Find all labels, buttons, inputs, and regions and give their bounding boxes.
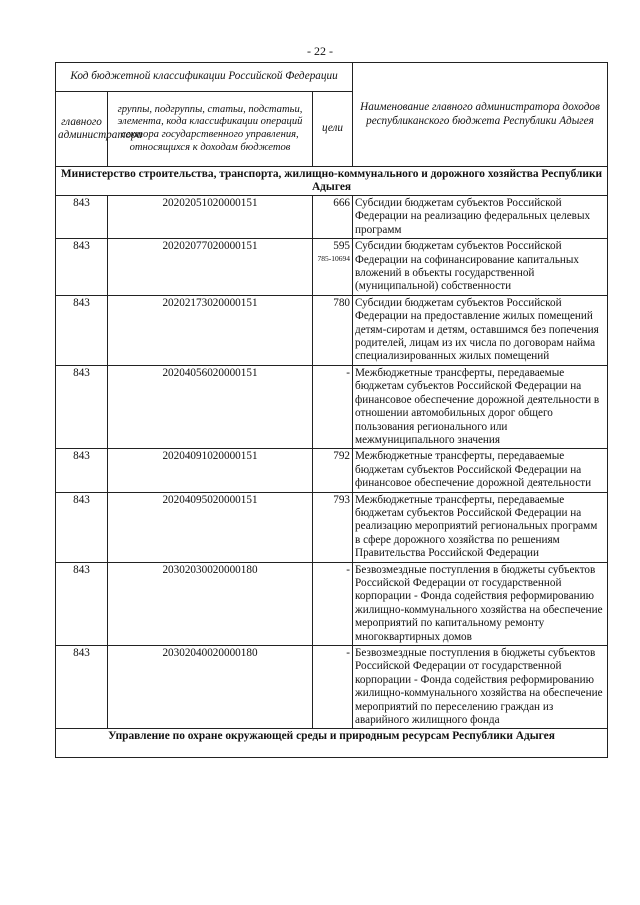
name-header: Наименование главного администратора доходов республиканского бюджета Республики Адыгея: [353, 63, 608, 167]
goal-extra-code: 785-10694: [317, 253, 350, 263]
admin-code: 843: [56, 295, 108, 365]
groups-header: группы, подгруппы, статьи, подстатьи, элемента, кода классификации операций сектора государственного управления, относящихся к доходам бюджетов: [108, 92, 313, 167]
revenue-name: Межбюджетные трансферты, передаваемые бюджетам субъектов Российской Федерации на финансовое обеспечение дорожной деятельности в отношении автомобильных дорог общего пользования регионального или межмуниципального значения: [353, 365, 608, 448]
admin-header: главного администратора: [56, 92, 108, 167]
classification-code: 20202077020000151: [108, 239, 313, 296]
goal-header: цели: [313, 92, 353, 167]
admin-code: 843: [56, 449, 108, 492]
table-row: [56, 295, 608, 365]
goal-code: 666: [333, 197, 350, 209]
goal-cell: [313, 196, 353, 239]
section-title: Министерство строительства, транспорта, жилищно-коммунального и дорожного хозяйства Республики Адыгея: [56, 167, 608, 196]
goal-code: -: [346, 647, 350, 659]
table-row: [56, 562, 608, 645]
goal-code: 595: [333, 240, 350, 253]
goal-code: 793: [333, 493, 350, 506]
goal-cell: [313, 365, 353, 448]
table-row: [56, 196, 608, 239]
goal-code: 792: [333, 450, 350, 463]
revenue-admin-table: [55, 62, 608, 758]
admin-code: 843: [56, 365, 108, 448]
section-title-row: [56, 167, 608, 196]
revenue-name: Субсидии бюджетам субъектов Российской Федерации на предоставление жилых помещений детям-сиротам и детям, оставшимся без попечения родителей, лицам из их числа по договорам найма специализированных жилых помещений: [353, 295, 608, 365]
goal-code: 780: [333, 296, 350, 309]
goal-cell: [313, 492, 353, 562]
section-title: Управление по охране окружающей среды и природным ресурсам Республики Адыгея: [56, 729, 608, 758]
goal-cell: [313, 562, 353, 645]
page-number: - 22 -: [307, 44, 333, 58]
revenue-name: Межбюджетные трансферты, передаваемые бюджетам субъектов Российской Федерации на финансовое обеспечение дорожной деятельности: [353, 449, 608, 492]
goal-cell: [313, 449, 353, 492]
section-title-row: [56, 729, 608, 758]
revenue-name: Субсидии бюджетам субъектов Российской Федерации на реализацию федеральных целевых программ: [353, 196, 608, 239]
revenue-name: Безвозмездные поступления в бюджеты субъектов Российской Федерации от государственной корпорации - Фонда содействия реформированию жилищно-коммунального хозяйства на обеспечение мероприятий по капитальному ремонту многоквартирных домов: [353, 562, 608, 645]
classification-code: 20204056020000151: [108, 365, 313, 448]
kbk-header: Код бюджетной классификации Российской Федерации: [56, 63, 353, 92]
goal-code: -: [346, 563, 350, 576]
classification-code: 20204091020000151: [108, 449, 313, 492]
admin-code: 843: [56, 196, 108, 239]
goal-cell: [313, 646, 353, 729]
classification-code: 20302040020000180: [108, 646, 313, 729]
table-row: [56, 646, 608, 729]
goal-code: -: [346, 366, 350, 379]
admin-code: 843: [56, 646, 108, 729]
admin-code: 843: [56, 562, 108, 645]
classification-code: 20204095020000151: [108, 492, 313, 562]
goal-cell: [313, 295, 353, 365]
revenue-name: Субсидии бюджетам субъектов Российской Федерации на софинансирование капитальных вложений в объекты государственной (муниципальной) собственности: [353, 239, 608, 296]
revenue-name: Межбюджетные трансферты, передаваемые бюджетам субъектов Российской Федерации на реализацию мероприятий региональных программ в сфере дорожного хозяйства по решениям Правительства Российской Федерации: [353, 492, 608, 562]
table-row: [56, 492, 608, 562]
admin-code: 843: [56, 239, 108, 296]
admin-code: 843: [56, 492, 108, 562]
table-row: [56, 449, 608, 492]
classification-code: 20202051020000151: [108, 196, 313, 239]
revenue-name: Безвозмездные поступления в бюджеты субъектов Российской Федерации от государственной корпорации - Фонда содействия реформированию жилищно-коммунального хозяйства на обеспечение мероприятий по переселению граждан из аварийного жилищного фонда: [353, 646, 608, 729]
classification-code: 20202173020000151: [108, 295, 313, 365]
classification-code: 20302030020000180: [108, 562, 313, 645]
table-row: [56, 239, 608, 296]
table-row: [56, 365, 608, 448]
goal-cell: [313, 239, 353, 296]
